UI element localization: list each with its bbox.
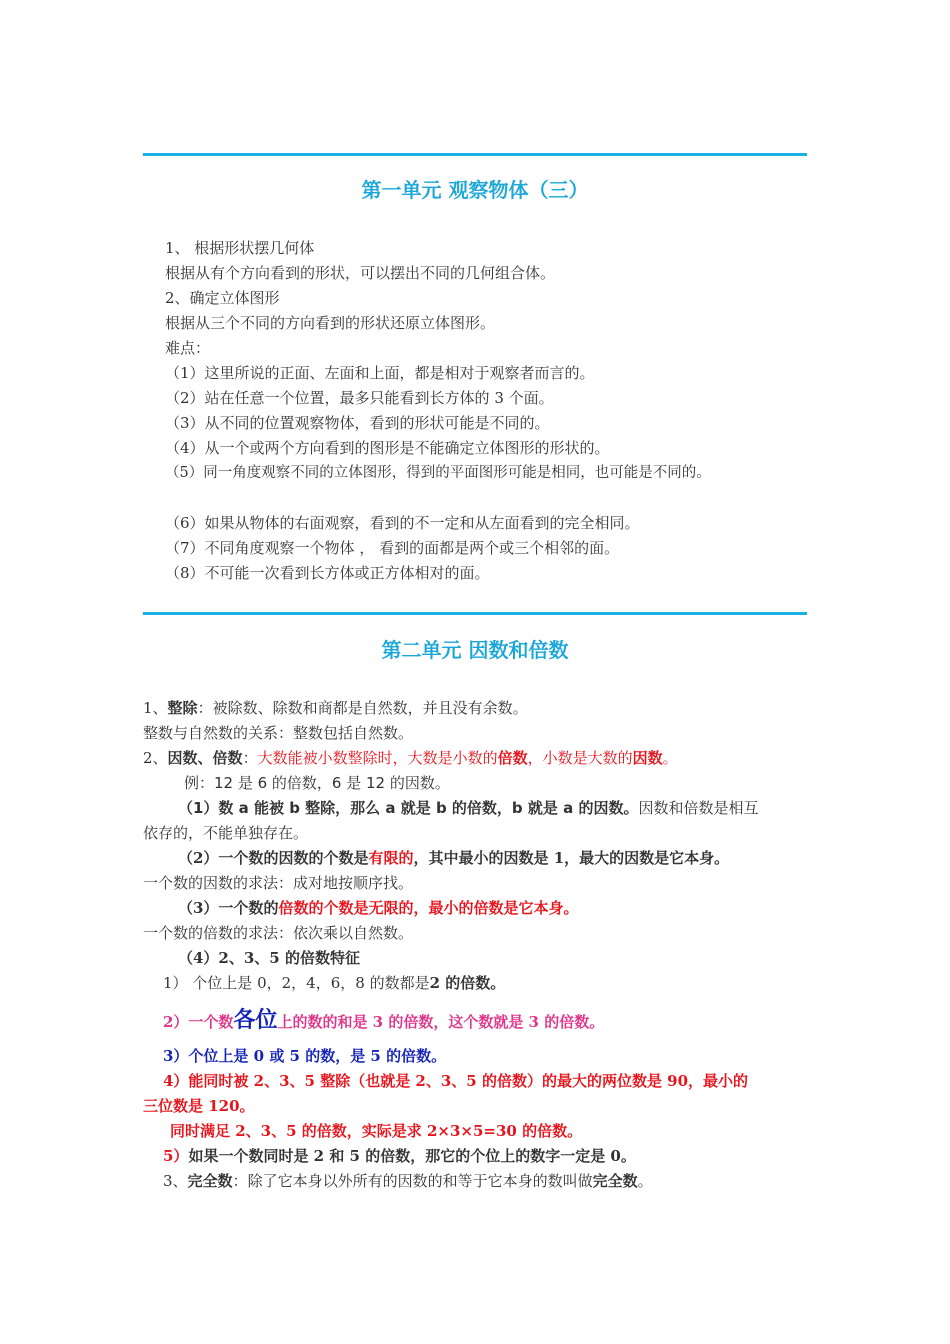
unit2-line-16: 三位数是 120。 xyxy=(143,1097,255,1115)
term: 完全数 xyxy=(187,1172,233,1190)
unit1-line-9: （4）从一个或两个方向看到的图形是不能确定立体图形的形状的。 xyxy=(165,439,610,457)
unit2-line-3 xyxy=(143,748,678,768)
text: （3）一个数的 xyxy=(178,899,279,917)
text: 2、 xyxy=(143,749,168,767)
unit2-line-17: 同时满足 2、3、5 的倍数，实际是求 2×3×5=30 的倍数。 xyxy=(170,1122,583,1140)
text: ：除了它本身以外所有的因数的和等于它本身的数叫做 xyxy=(232,1172,593,1190)
text: ，小数是大数的 xyxy=(527,749,633,767)
unit2-title: 第二单元 因数和倍数 xyxy=(381,638,569,662)
unit2-line-15: 4）能同时被 2、3、5 整除（也就是 2、3、5 的倍数）的最大的两位数是 90，最小的 xyxy=(163,1072,749,1090)
term: 有限的 xyxy=(368,849,414,867)
unit1-line-3: 2、确定立体图形 xyxy=(165,289,280,307)
term: 完全数 xyxy=(592,1172,638,1190)
unit2-line-13 xyxy=(163,1008,604,1035)
unit1-title: 第一单元 观察物体（三） xyxy=(361,178,589,202)
unit2-line-8: 一个数的因数的求法：成对地按顺序找。 xyxy=(143,874,414,892)
unit1-line-4: 根据从三个不同的方向看到的形状还原立体图形。 xyxy=(165,314,496,332)
unit2-line-12 xyxy=(163,973,505,993)
text: ，其中最小的因数是 1，最大的因数是它本身。 xyxy=(413,849,730,867)
section-divider xyxy=(143,153,807,156)
unit2-line-10: 一个数的倍数的求法：依次乘以自然数。 xyxy=(143,924,414,942)
unit1-line-5: 难点： xyxy=(165,339,211,357)
unit2-line-7 xyxy=(178,848,729,868)
text: 1、 xyxy=(143,699,168,717)
unit2-line-9 xyxy=(178,898,578,918)
text: ：被除数、除数和商都是自然数，并且没有余数。 xyxy=(197,699,528,717)
text: 上的数的和是 3 的倍数，这个数就是 3 的倍数。 xyxy=(277,1013,605,1031)
term: 倍数的个数是无限的，最小的倍数是它本身。 xyxy=(278,899,579,917)
unit1-line-13: （8）不可能一次看到长方体或正方体相对的面。 xyxy=(165,564,490,582)
unit1-line-11: （6）如果从物体的右面观察，看到的不一定和从左面看到的完全相同。 xyxy=(165,514,640,532)
text: 2 的倍数。 xyxy=(429,974,506,992)
unit1-line-10: （5）同一角度观察不同的立体图形，得到的平面图形可能是相同，也可能是不同的。 xyxy=(165,465,711,481)
text: 。 xyxy=(637,1172,653,1190)
text: 3、 xyxy=(163,1172,188,1190)
term: 整除 xyxy=(167,699,198,717)
term: 因数 xyxy=(632,749,663,767)
unit2-line-6: 依存的，不能单独存在。 xyxy=(143,824,309,842)
unit2-line-2: 整数与自然数的关系：整数包括自然数。 xyxy=(143,724,414,742)
section-divider xyxy=(143,612,807,615)
text: ： xyxy=(242,749,258,767)
unit1-line-2: 根据从有个方向看到的形状，可以摆出不同的几何组合体。 xyxy=(165,264,556,282)
text: 如果一个数同时是 2 和 5 的倍数，那它的个位上的数字一定是 0。 xyxy=(188,1147,636,1165)
unit1-line-6: （1）这里所说的正面、左面和上面，都是相对于观察者而言的。 xyxy=(165,364,595,382)
text: 1） 个位上是 0，2，4，6，8 的数都是 xyxy=(163,974,430,992)
unit1-line-8: （3）从不同的位置观察物体，看到的形状可能是不同的。 xyxy=(165,414,550,432)
emphasis: 各位 xyxy=(233,1008,278,1033)
text: 5） xyxy=(163,1147,189,1165)
unit2-line-19 xyxy=(163,1171,653,1191)
unit1-line-7: （2）站在任意一个位置，最多只能看到长方体的 3 个面。 xyxy=(165,389,554,407)
term: 倍数 xyxy=(497,749,528,767)
text: 大数能被小数整除时，大数是小数的 xyxy=(257,749,498,767)
term: 因数、倍数 xyxy=(167,749,243,767)
text: 因数和倍数是相互 xyxy=(638,799,759,817)
unit2-line-11: （4）2、3、5 的倍数特征 xyxy=(178,949,360,967)
unit1-line-12: （7）不同角度观察一个物体 ， 看到的面都是两个或三个相邻的面。 xyxy=(165,539,620,557)
unit2-example: 例：12 是 6 的倍数，6 是 12 的因数。 xyxy=(184,774,450,792)
unit1-line-1: 1、 根据形状摆几何体 xyxy=(165,239,315,257)
text: （2）一个数的因数的个数是 xyxy=(178,849,369,867)
text: 2）一个数 xyxy=(163,1013,234,1031)
unit2-line-18 xyxy=(163,1146,636,1166)
unit2-line-5 xyxy=(178,798,758,818)
unit2-line-1 xyxy=(143,698,528,718)
text: 。 xyxy=(662,749,678,767)
unit2-line-14: 3）个位上是 0 或 5 的数，是 5 的倍数。 xyxy=(163,1047,447,1065)
text: （1）数 a 能被 b 整除，那么 a 就是 b 的倍数，b 就是 a 的因数。 xyxy=(178,799,639,817)
